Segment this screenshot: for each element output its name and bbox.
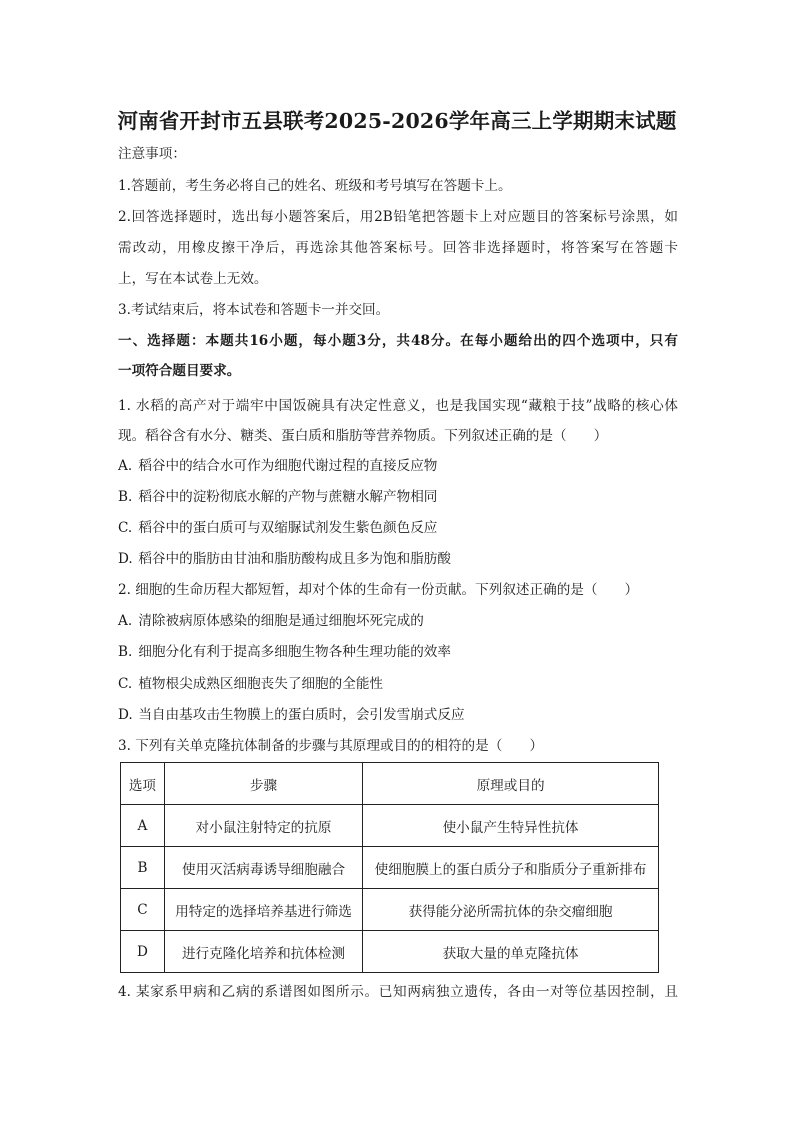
table-cell: 进行克隆化培养和抗体检测 <box>164 931 362 973</box>
notice-item: 需改动，用橡皮擦干净后，再选涂其他答案标号。回答非选择题时，将答案写在答题卡 <box>118 240 678 256</box>
table-cell: C <box>121 889 165 931</box>
option-label: D. <box>118 707 133 723</box>
question-option <box>118 642 678 662</box>
table-header-cell: 步骤 <box>164 763 362 805</box>
table-cell: 使细胞膜上的蛋白质分子和脂质分子重新排布 <box>363 847 659 889</box>
table-cell: 获取大量的单克隆抗体 <box>363 931 659 973</box>
table-cell: 使小鼠产生特异性抗体 <box>363 805 659 847</box>
option-label: C. <box>118 676 133 692</box>
table-header-cell: 选项 <box>121 763 165 805</box>
option-label: C. <box>118 520 133 536</box>
table-row <box>121 847 659 889</box>
option-label: A. <box>118 613 133 629</box>
question-stem: 3. 下列有关单克隆抗体制备的步骤与其原理或目的的相符的是（ ） <box>118 738 544 754</box>
section-heading: 一项符合题目要求。 <box>118 363 241 379</box>
table-cell: 使用灭活病毒诱导细胞融合 <box>164 847 362 889</box>
option-text: 稻谷中的结合水可作为细胞代谢过程的直接反应物 <box>138 458 438 474</box>
question-option <box>118 549 678 569</box>
table-header-cell: 原理或目的 <box>363 763 659 805</box>
option-text: 稻谷中的脂肪由甘油和脂肪酸构成且多为饱和脂肪酸 <box>138 551 451 567</box>
option-text: 植物根尖成熟区细胞丧失了细胞的全能性 <box>138 676 384 692</box>
table-cell: 对小鼠注射特定的抗原 <box>164 805 362 847</box>
question-option <box>118 705 678 725</box>
notice-heading: 注意事项： <box>118 146 186 162</box>
table-row <box>121 805 659 847</box>
option-text: 细胞分化有利于提高多细胞生物各种生理功能的效率 <box>138 644 451 660</box>
notice-item: 3.考试结束后，将本试卷和答题卡一并交回。 <box>118 302 390 318</box>
option-text: 稻谷中的蛋白质可与双缩脲试剂发生紫色颜色反应 <box>138 520 438 536</box>
option-label: B. <box>118 644 133 660</box>
option-text: 稻谷中的淀粉彻底水解的产物与蔗糖水解产物相同 <box>138 489 438 505</box>
question-option <box>118 518 678 538</box>
question-option <box>118 674 678 694</box>
table-cell: A <box>121 805 165 847</box>
question-stem: 现。稻谷含有水分、糖类、蛋白质和脂肪等营养物质。下列叙述正确的是（ ） <box>118 428 608 444</box>
notice-item: 2.回答选择题时，选出每小题答案后，用2B铅笔把答题卡上对应题目的答案标号涂黑，如 <box>118 209 678 225</box>
question-stem: 4. 某家系甲病和乙病的系谱图如图所示。已知两病独立遗传，各由一对等位基因控制，且 <box>118 984 678 1000</box>
option-text: 清除被病原体感染的细胞是通过细胞坏死完成的 <box>138 613 424 629</box>
question-option <box>118 456 678 476</box>
option-text: 当自由基攻击生物膜上的蛋白质时，会引发雪崩式反应 <box>138 707 465 723</box>
section-heading: 一、选择题：本题共16小题，每小题3分，共48分。在每小题给出的四个选项中，只有 <box>118 333 678 349</box>
table-header-row <box>121 763 659 805</box>
option-label: D. <box>118 551 133 567</box>
question-stem: 1. 水稻的高产对于端牢中国饭碗具有决定性意义，也是我国实现“藏粮于技”战略的核心体 <box>118 398 678 414</box>
answer-table <box>120 762 659 973</box>
question-option <box>118 487 678 507</box>
notice-item: 上，写在本试卷上无效。 <box>118 271 268 287</box>
question-stem: 2. 细胞的生命历程大都短暂，却对个体的生命有一份贡献。下列叙述正确的是（ ） <box>118 582 639 598</box>
table-cell: D <box>121 931 165 973</box>
table-cell: 用特定的选择培养基进行筛选 <box>164 889 362 931</box>
option-label: B. <box>118 489 133 505</box>
table-cell: 获得能分泌所需抗体的杂交瘤细胞 <box>363 889 659 931</box>
question-option <box>118 611 678 631</box>
notice-item: 1.答题前，考生务必将自己的姓名、班级和考号填写在答题卡上。 <box>118 178 512 194</box>
exam-title: 河南省开封市五县联考2025-2026学年高三上学期期末试题 <box>117 109 677 133</box>
table-cell: B <box>121 847 165 889</box>
table-row <box>121 889 659 931</box>
option-label: A. <box>118 458 133 474</box>
table-row <box>121 931 659 973</box>
